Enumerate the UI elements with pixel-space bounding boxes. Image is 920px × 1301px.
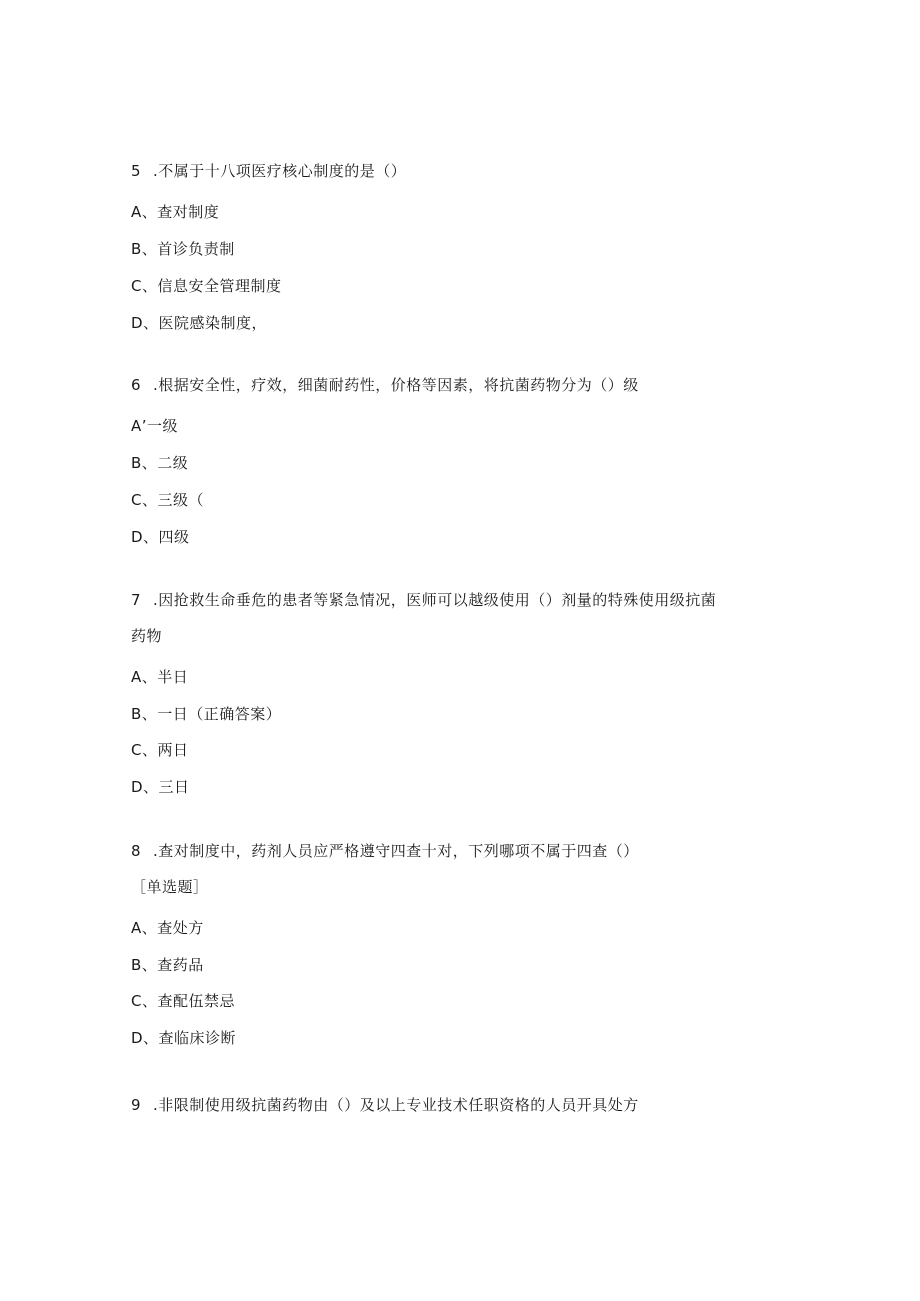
question-9-stem xyxy=(131,1095,639,1115)
question-8-option-d: D、查临床诊断 xyxy=(131,1029,237,1047)
question-8-stem xyxy=(131,841,639,861)
question-6-option-b: B、二级 xyxy=(131,454,189,472)
question-6-option-a: A’一级 xyxy=(131,417,179,435)
question-8-option-a: A、查处方 xyxy=(131,919,204,937)
question-number: 5 xyxy=(131,162,142,180)
question-5-option-b: B、首诊负责制 xyxy=(131,240,235,258)
question-7-stem xyxy=(131,590,716,610)
question-7-option-c: C、两日 xyxy=(131,741,189,759)
question-7-option-a: A、半日 xyxy=(131,668,189,686)
question-text: .根据安全性，疗效，细菌耐药性，价格等因素，将抗菌药物分为（）级 xyxy=(153,376,639,394)
question-5-option-d: D、医院感染制度， xyxy=(131,314,268,332)
question-8-option-c: C、查配伍禁忌 xyxy=(131,992,235,1010)
question-number: 8 xyxy=(131,842,142,860)
question-5-stem xyxy=(131,161,406,181)
question-text: .查对制度中，药剂人员应严格遵守四查十对，下列哪项不属于四查（） xyxy=(153,842,639,860)
question-number: 9 xyxy=(131,1096,142,1114)
question-text: .非限制使用级抗菌药物由（）及以上专业技术任职资格的人员开具处方 xyxy=(153,1096,639,1114)
question-text: .不属于十八项医疗核心制度的是（） xyxy=(153,162,407,180)
question-7-option-b: B、一日（正确答案） xyxy=(131,705,282,723)
question-7-option-d: D、三日 xyxy=(131,778,190,796)
question-5-option-c: C、信息安全管理制度 xyxy=(131,277,282,295)
question-6-option-d: D、四级 xyxy=(131,528,190,546)
question-text: .因抢救生命垂危的患者等紧急情况，医师可以越级使用（）剂量的特殊使用级抗菌 xyxy=(153,591,717,609)
question-8-option-b: B、查药品 xyxy=(131,956,204,974)
question-7-stem-continuation: 药物 xyxy=(131,627,163,645)
question-number: 6 xyxy=(131,376,142,394)
question-number: 7 xyxy=(131,591,142,609)
question-type-tag: ［单选题］ xyxy=(131,878,209,896)
question-6-stem xyxy=(131,375,639,395)
question-6-option-c: C、三级（ xyxy=(131,491,204,509)
question-5-option-a: A、查对制度 xyxy=(131,203,220,221)
